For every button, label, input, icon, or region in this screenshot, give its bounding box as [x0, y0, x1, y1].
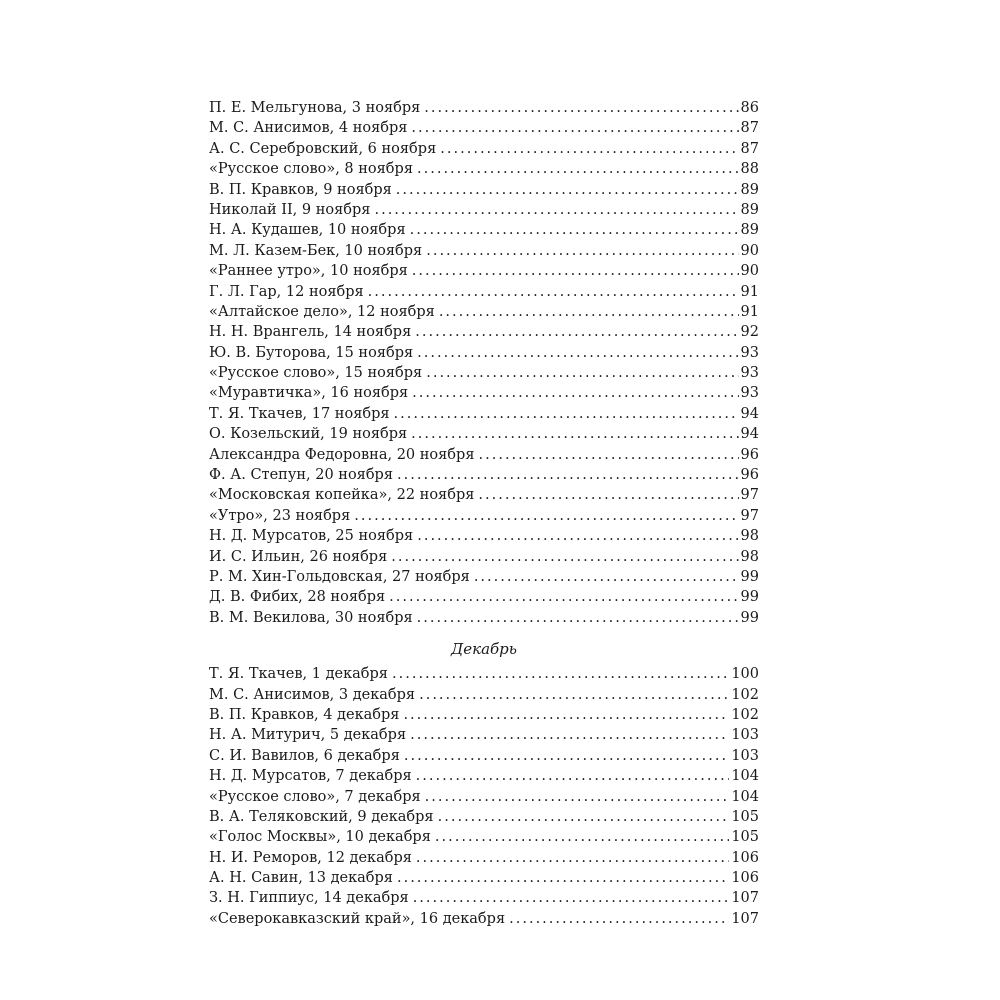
dot-leader — [419, 685, 729, 705]
toc-entry-label: Николай II, 9 ноября — [209, 201, 371, 218]
december-section — [209, 664, 759, 929]
toc-entry-label: В. П. Кравков, 9 ноября — [209, 181, 392, 198]
toc-entry-page-number: 94 — [740, 426, 759, 443]
toc-entry — [209, 868, 759, 888]
toc-entry — [209, 685, 759, 705]
toc-entry — [209, 485, 759, 505]
toc-entry-label: О. Козельский, 19 ноября — [209, 426, 408, 443]
toc-entry-label: В. М. Векилова, 30 ноября — [209, 609, 413, 626]
toc-entry-page-number: 90 — [740, 263, 759, 280]
dot-leader — [474, 567, 739, 587]
toc-entry-page-number: 99 — [740, 589, 759, 606]
toc-entry — [209, 827, 759, 847]
dot-leader — [478, 445, 738, 465]
dot-leader — [410, 220, 739, 240]
toc-entry-label: «Московская копейка», 22 ноября — [209, 487, 475, 504]
november-section — [209, 98, 759, 628]
toc-entry-label: Н. Д. Мурсатов, 25 ноября — [209, 528, 414, 545]
toc-entry-page-number: 97 — [740, 487, 759, 504]
toc-entry-label: Н. Д. Мурсатов, 7 декабря — [209, 768, 412, 785]
dot-leader — [438, 807, 730, 827]
dot-leader — [417, 159, 739, 179]
toc-entry — [209, 526, 759, 546]
toc-entry-page-number: 99 — [740, 568, 759, 585]
toc-entry-label: М. Л. Казем-Бек, 10 ноября — [209, 242, 423, 259]
toc-entry — [209, 506, 759, 526]
dot-leader — [435, 827, 729, 847]
toc-entry-page-number: 87 — [740, 140, 759, 157]
dot-leader — [411, 424, 738, 444]
toc-entry-label: С. И. Вавилов, 6 декабря — [209, 747, 400, 764]
toc-entry-page-number: 103 — [731, 727, 759, 744]
toc-entry-label: «Русское слово», 7 декабря — [209, 788, 421, 805]
toc-entry-label: «Раннее утро», 10 ноября — [209, 263, 408, 280]
toc-entry-page-number: 99 — [740, 609, 759, 626]
toc-entry-page-number: 98 — [740, 548, 759, 565]
toc-entry-label: «Голос Москвы», 10 декабря — [209, 829, 431, 846]
dot-leader — [392, 664, 729, 684]
toc-entry — [209, 322, 759, 342]
toc-entry-page-number: 91 — [740, 303, 759, 320]
dot-leader — [404, 746, 729, 766]
toc-entry — [209, 567, 759, 587]
toc-entry — [209, 725, 759, 745]
dot-leader — [403, 705, 729, 725]
toc-entry-label: В. А. Теляковский, 9 декабря — [209, 808, 434, 825]
dot-leader — [412, 383, 738, 403]
toc-entry — [209, 587, 759, 607]
toc-entry-label: Ф. А. Степун, 20 ноября — [209, 467, 393, 484]
dot-leader — [417, 608, 739, 628]
dot-leader — [426, 363, 738, 383]
dot-leader — [394, 404, 739, 424]
toc-entry-label: В. П. Кравков, 4 декабря — [209, 706, 400, 723]
dot-leader — [439, 302, 739, 322]
toc-entry-page-number: 103 — [731, 747, 759, 764]
toc-entry — [209, 118, 759, 138]
dot-leader — [416, 766, 730, 786]
toc-entry-page-number: 106 — [731, 870, 759, 887]
toc-entry-page-number: 102 — [731, 706, 759, 723]
toc-entry-page-number: 97 — [740, 507, 759, 524]
toc-entry — [209, 282, 759, 302]
toc-entry — [209, 705, 759, 725]
toc-entry-page-number: 92 — [740, 324, 759, 341]
toc-entry-label: М. С. Анисимов, 4 ноября — [209, 120, 408, 137]
toc-entry — [209, 608, 759, 628]
toc-entry-label: Д. В. Фибих, 28 ноября — [209, 589, 386, 606]
toc-entry — [209, 139, 759, 159]
toc-entry — [209, 547, 759, 567]
toc-entry — [209, 424, 759, 444]
dot-leader — [411, 118, 738, 138]
toc-entry — [209, 766, 759, 786]
dot-leader — [416, 848, 729, 868]
dot-leader — [391, 547, 738, 567]
dot-leader — [397, 868, 729, 888]
table-of-contents — [209, 98, 759, 929]
toc-entry-page-number: 104 — [731, 788, 759, 805]
toc-entry — [209, 404, 759, 424]
toc-entry-page-number: 94 — [740, 405, 759, 422]
toc-entry — [209, 445, 759, 465]
toc-entry — [209, 383, 759, 403]
toc-entry-label: Т. Я. Ткачев, 17 ноября — [209, 405, 390, 422]
dot-leader — [410, 725, 729, 745]
toc-entry-page-number: 93 — [740, 344, 759, 361]
toc-entry-label: П. Е. Мельгунова, 3 ноября — [209, 100, 421, 116]
dot-leader — [415, 322, 738, 342]
dot-leader — [425, 787, 730, 807]
toc-entry-label: «Муравтичка», 16 ноября — [209, 385, 409, 402]
toc-entry-page-number: 106 — [731, 849, 759, 866]
toc-entry — [209, 302, 759, 322]
toc-entry-page-number: 91 — [740, 283, 759, 300]
dot-leader — [509, 909, 729, 929]
toc-entry-label: И. С. Ильин, 26 ноября — [209, 548, 388, 565]
toc-entry — [209, 848, 759, 868]
dot-leader — [413, 888, 730, 908]
toc-entry-page-number: 86 — [740, 100, 759, 116]
toc-entry-page-number: 88 — [740, 161, 759, 178]
toc-entry-label: «Русское слово», 15 ноября — [209, 365, 423, 382]
dot-leader — [397, 465, 739, 485]
toc-entry-page-number: 96 — [740, 446, 759, 463]
dot-leader — [412, 261, 739, 281]
toc-entry — [209, 363, 759, 383]
toc-entry-label: «Алтайское дело», 12 ноября — [209, 303, 435, 320]
toc-entry — [209, 746, 759, 766]
dot-leader — [389, 587, 738, 607]
toc-entry-label: М. С. Анисимов, 3 декабря — [209, 686, 416, 703]
toc-entry-label: Н. А. Кудашев, 10 ноября — [209, 222, 406, 239]
dot-leader — [478, 485, 738, 505]
toc-entry — [209, 787, 759, 807]
dot-leader — [368, 282, 739, 302]
toc-entry-label: «Русское слово», 8 ноября — [209, 161, 413, 178]
toc-entry — [209, 261, 759, 281]
dot-leader — [426, 241, 738, 261]
toc-entry-page-number: 107 — [731, 890, 759, 907]
toc-entry-label: «Северокавказский край», 16 декабря — [209, 910, 506, 927]
dot-leader — [374, 200, 738, 220]
toc-entry-label: А. Н. Савин, 13 декабря — [209, 870, 393, 887]
toc-entry — [209, 807, 759, 827]
toc-entry-label: Г. Л. Гар, 12 ноября — [209, 283, 364, 300]
toc-entry-page-number: 105 — [731, 829, 759, 846]
toc-entry-label: Ю. В. Буторова, 15 ноября — [209, 344, 414, 361]
toc-entry — [209, 909, 759, 929]
section-heading-december: Декабрь — [451, 640, 517, 659]
toc-entry — [209, 180, 759, 200]
toc-entry-label: Р. М. Хин-Гольдовская, 27 ноября — [209, 568, 470, 585]
dot-leader — [417, 343, 738, 363]
toc-entry — [209, 220, 759, 240]
toc-entry — [209, 200, 759, 220]
toc-entry-page-number: 100 — [731, 666, 759, 683]
toc-entry-label: Н. Н. Врангель, 14 ноября — [209, 324, 412, 341]
toc-entry — [209, 343, 759, 363]
toc-entry-label: А. С. Серебровский, 6 ноября — [209, 140, 437, 157]
toc-entry-page-number: 93 — [740, 385, 759, 402]
dot-leader — [396, 180, 739, 200]
toc-entry-label: З. Н. Гиппиус, 14 декабря — [209, 890, 409, 907]
toc-entry-label: Александра Федоровна, 20 ноября — [209, 446, 475, 463]
toc-entry-label: «Утро», 23 ноября — [209, 507, 351, 524]
toc-entry-label: Н. И. Реморов, 12 декабря — [209, 849, 412, 866]
dot-leader — [440, 139, 738, 159]
toc-entry-page-number: 104 — [731, 768, 759, 785]
toc-entry-page-number: 93 — [740, 365, 759, 382]
toc-entry-page-number: 96 — [740, 467, 759, 484]
toc-entry-label: Т. Я. Ткачев, 1 декабря — [209, 666, 388, 683]
toc-entry-label: Н. А. Митурич, 5 декабря — [209, 727, 407, 744]
toc-entry-page-number: 98 — [740, 528, 759, 545]
toc-entry — [209, 159, 759, 179]
toc-entry-page-number: 102 — [731, 686, 759, 703]
toc-entry-page-number: 105 — [731, 808, 759, 825]
toc-entry-page-number: 89 — [740, 201, 759, 218]
toc-entry — [209, 465, 759, 485]
dot-leader — [424, 98, 738, 118]
toc-entry — [209, 888, 759, 908]
toc-entry-page-number: 89 — [740, 222, 759, 239]
toc-entry — [209, 98, 759, 118]
toc-entry — [209, 241, 759, 261]
toc-entry — [209, 664, 759, 684]
dot-leader — [354, 506, 738, 526]
dot-leader — [417, 526, 738, 546]
toc-entry-page-number: 87 — [740, 120, 759, 137]
toc-entry-page-number: 90 — [740, 242, 759, 259]
toc-entry-page-number: 107 — [731, 910, 759, 927]
toc-entry-page-number: 89 — [740, 181, 759, 198]
